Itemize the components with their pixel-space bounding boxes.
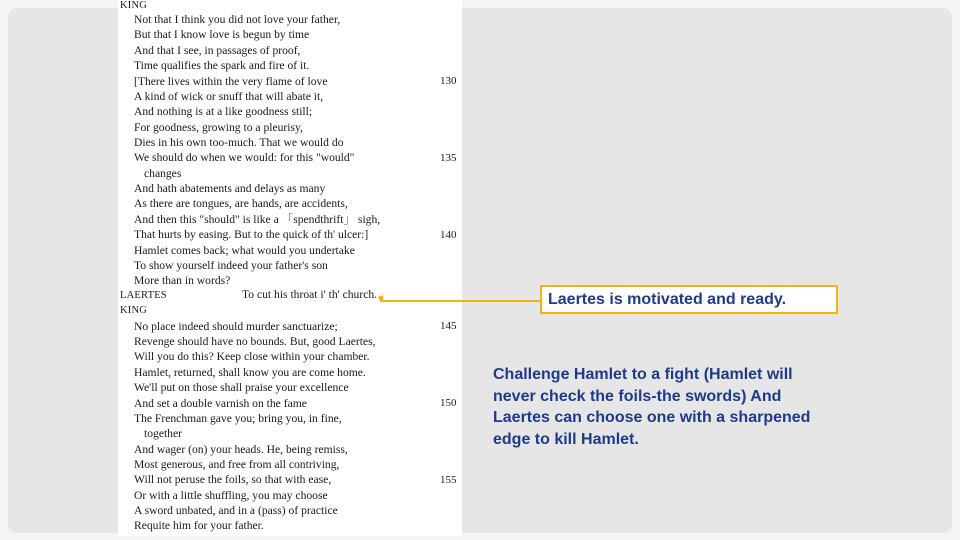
speaker-laertes: LAERTES — [120, 290, 167, 301]
script-line: We'll put on those shall praise your excellence — [134, 381, 349, 394]
script-line: That hurts by easing. But to the quick of th' ulcer:] — [134, 228, 369, 241]
script-line: More than in words? — [134, 274, 231, 287]
script-line: Requite him for your father. — [134, 519, 264, 532]
explanation-note: Challenge Hamlet to a fight (Hamlet will never check the foils-the swords) And Laertes can choose one with a sharpened edge to kill Hamlet. — [493, 366, 811, 448]
script-line: But that I know love is begun by time — [134, 28, 310, 41]
script-line: Not that I think you did not love your father, — [134, 13, 341, 26]
laertes-line: To cut his throat i' th' church. — [242, 288, 378, 301]
script-line: Hamlet, returned, shall know you are come home. — [134, 366, 366, 379]
line-number: 155 — [440, 474, 457, 486]
script-line: Revenge should have no bounds. But, good Laertes, — [134, 335, 376, 348]
script-line: And then this "should" is like a 「spendthrift」 sigh, — [134, 213, 381, 226]
speaker-king-bottom: KING — [120, 305, 148, 316]
script-line: Will you do this? Keep close within your chamber. — [134, 350, 370, 363]
script-line: And hath abatements and delays as many — [134, 182, 326, 195]
line-number: 150 — [440, 397, 457, 409]
line-number: 145 — [440, 320, 457, 332]
script-line: Dies in his own too-much. That we would do — [134, 136, 344, 149]
line-number: 130 — [440, 75, 457, 87]
callout-text: Laertes is motivated and ready. — [548, 290, 787, 308]
script-line: Most generous, and free from all contriving, — [134, 458, 340, 471]
speaker-king-top: KING — [120, 0, 148, 11]
callout-box — [540, 285, 838, 314]
script-line: And set a double varnish on the fame — [134, 397, 307, 410]
script-line: As there are tongues, are hands, are accidents, — [134, 197, 348, 210]
script-page-image — [118, 0, 462, 536]
script-line: together — [144, 427, 182, 440]
script-line: And that I see, in passages of proof, — [134, 44, 301, 57]
script-line: changes — [144, 167, 182, 180]
script-line: Hamlet comes back; what would you undertake — [134, 244, 355, 257]
script-line: We should do when we would: for this "would" — [134, 151, 355, 164]
line-number: 140 — [440, 229, 457, 241]
script-line: A sword unbated, and in a (pass) of practice — [134, 504, 338, 517]
script-line: For goodness, growing to a pleurisy, — [134, 121, 303, 134]
line-number: 135 — [440, 152, 457, 164]
script-line: Will not peruse the foils, so that with ease, — [134, 473, 332, 486]
script-line: And wager (on) your heads. He, being remiss, — [134, 443, 348, 456]
script-line: No place indeed should murder sanctuarize; — [134, 320, 338, 333]
script-line: And nothing is at a like goodness still; — [134, 105, 313, 118]
script-line: To show yourself indeed your father's son — [134, 259, 328, 272]
script-line: A kind of wick or snuff that will abate it, — [134, 90, 324, 103]
script-line: The Frenchman gave you; bring you, in fine, — [134, 412, 342, 425]
script-line: [There lives within the very flame of love — [134, 75, 328, 88]
script-line: Or with a little shuffling, you may choose — [134, 489, 328, 502]
script-line: Time qualifies the spark and fire of it. — [134, 59, 310, 72]
